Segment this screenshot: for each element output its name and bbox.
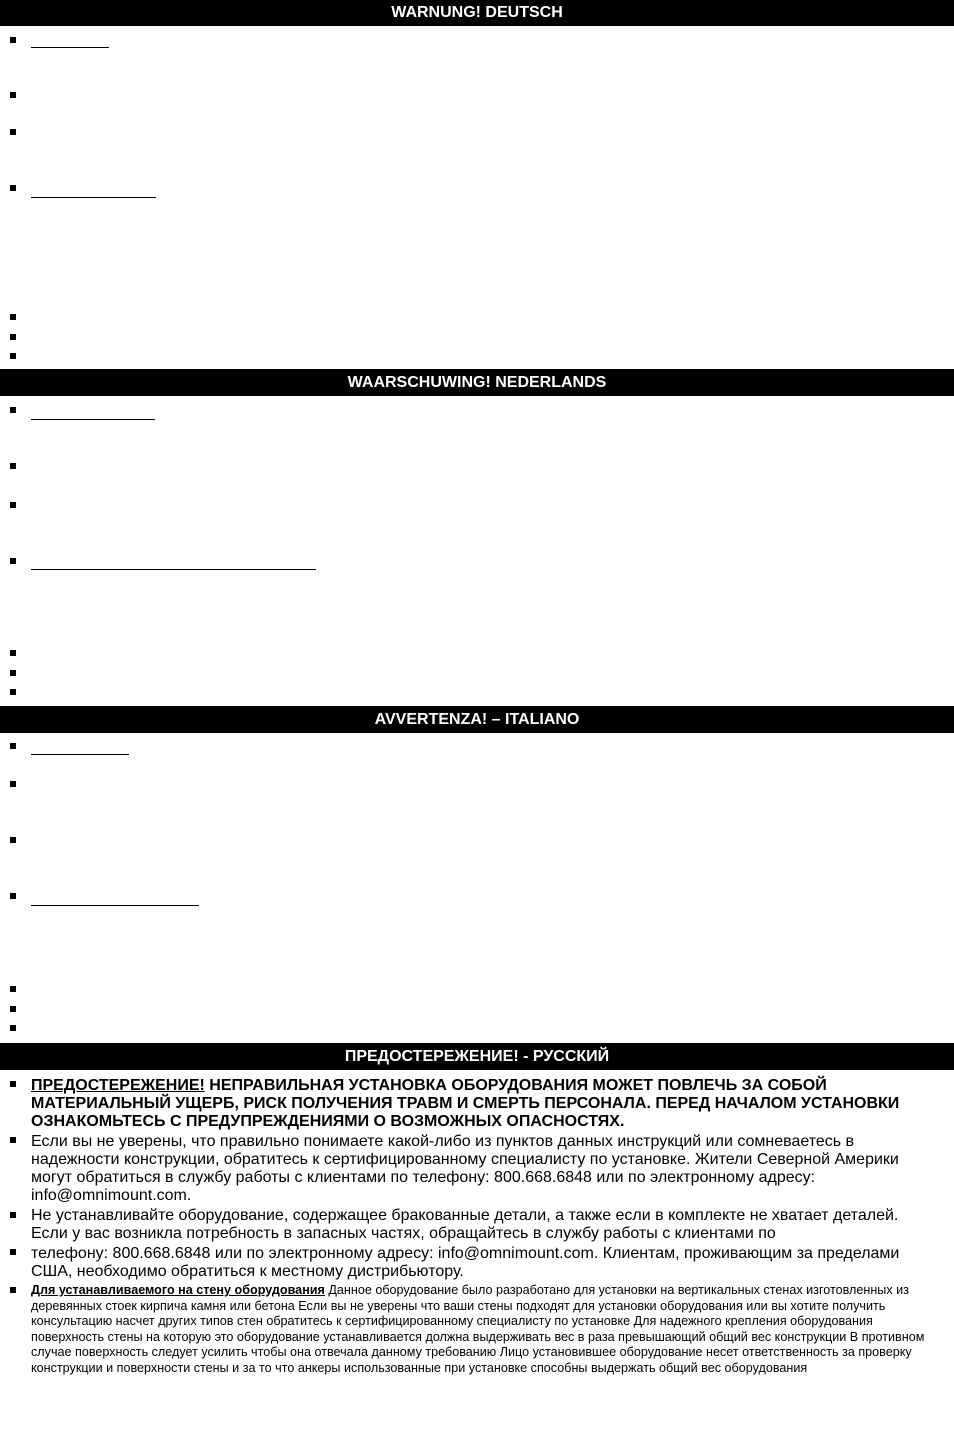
section-title: WAARSCHUWING! NEDERLANDS <box>347 373 607 391</box>
bullet <box>10 650 16 656</box>
section-header-italiano <box>0 706 954 733</box>
section-title: WARNUNG! DEUTSCH <box>391 4 563 21</box>
defective-parts-paragraph: Не устанавливайте оборудование, содержащее бракованные детали, а также если в комплекте не хватает деталей. Если у вас возникла потребность в запасных частях, обращайтесь в службу работы с клиентами по <box>31 1207 899 1242</box>
wall-mount-text: Данное оборудование было разработано для установки на вертикальных стенах изготовленных из деревянных стоек кирпича камня или бетона Если вы не уверены что ваши стены подходят для установки оборудования или вы хотите получить консультацию насчет других типов стен обратитесь к сертифицированному специалисту по установке Для надежного крепления оборудования поверхность стены на которую это оборудование устанавливается должна выдерживать вес в раза превышающий общий вес конструкции В противном случае поверхность следует усилить чтобы она отвечала данному требованию Лицо установившее оборудование несет ответственность за проверку конструкции и поверхности стены и за то что анкеры использованные при установке способны выдержать общий вес оборудования <box>31 1283 925 1375</box>
underline <box>31 419 155 420</box>
wall-mount-paragraph <box>31 1283 936 1376</box>
bullet <box>10 334 16 340</box>
bullet <box>10 314 16 320</box>
underline <box>31 47 109 48</box>
bullet <box>10 1287 16 1293</box>
section-header-russian <box>0 1043 954 1070</box>
bullet <box>10 558 16 564</box>
bullet <box>10 781 16 787</box>
warning-paragraph <box>31 1077 936 1131</box>
bullet <box>10 1081 16 1087</box>
bullet <box>10 463 16 469</box>
bullet <box>10 670 16 676</box>
section-header-nederlands <box>0 369 954 396</box>
warning-text: НЕПРАВИЛЬНАЯ УСТАНОВКА ОБОРУДОВАНИЯ МОЖЕТ ПОВЛЕЧЬ ЗА СОБОЙ МАТЕРИАЛЬНЫЙ УЩЕРБ, РИСК ПОЛУЧЕНИЯ ТРАВМ И СМЕРТЬ ПЕРСОНАЛА. ПЕРЕД НАЧАЛОМ УСТАНОВКИ ОЗНАКОМЬТЕСЬ С ПРЕДУПРЕЖДЕНИЯМИ О ВОЗМОЖНЫХ ОПАСНОСТЯХ. <box>31 1077 900 1130</box>
bullet <box>10 407 16 413</box>
bullet <box>10 129 16 135</box>
bullet <box>10 986 16 992</box>
bullet <box>10 743 16 749</box>
bullet <box>10 1249 16 1255</box>
section-header-deutsch <box>0 0 954 26</box>
distributor-paragraph: телефону: 800.668.6848 или по электронному адресу: info@omnimount.com. Клиентам, проживающим за пределами США, необходимо обратиться к местному дистрибьютору. <box>31 1245 900 1280</box>
bullet <box>10 502 16 508</box>
underline <box>31 905 199 906</box>
underline <box>31 569 316 570</box>
bullet <box>10 893 16 899</box>
bullet <box>10 37 16 43</box>
bullet <box>10 1006 16 1012</box>
underline <box>31 754 129 755</box>
wall-mount-lead: Для устанавливаемого на стену оборудования <box>31 1283 325 1297</box>
bullet <box>10 185 16 191</box>
contact-paragraph: Если вы не уверены, что правильно понимаете какой-либо из пунктов данных инструкций или сомневаетесь в надежности конструкции, обратитесь к сертифицированному специалисту по установке. Жители Северной Америки могут обратиться в службу работы с клиентами по телефону: 800.668.6848 или по электронному адресу: info@omnimount.com. <box>31 1133 899 1204</box>
bullet <box>10 1137 16 1143</box>
underline <box>31 197 156 198</box>
bullet <box>10 1212 16 1218</box>
warning-lead: ПРЕДОСТЕРЕЖЕНИЕ! <box>31 1077 205 1094</box>
bullet <box>10 92 16 98</box>
section-title: AVVERTENZA! – ITALIANO <box>374 710 580 728</box>
bullet <box>10 837 16 843</box>
bullet <box>10 689 16 695</box>
section-title: ПРЕДОСТЕРЕЖЕНИЕ! - РУССКИЙ <box>344 1047 610 1065</box>
bullet <box>10 1025 16 1031</box>
bullet <box>10 353 16 359</box>
